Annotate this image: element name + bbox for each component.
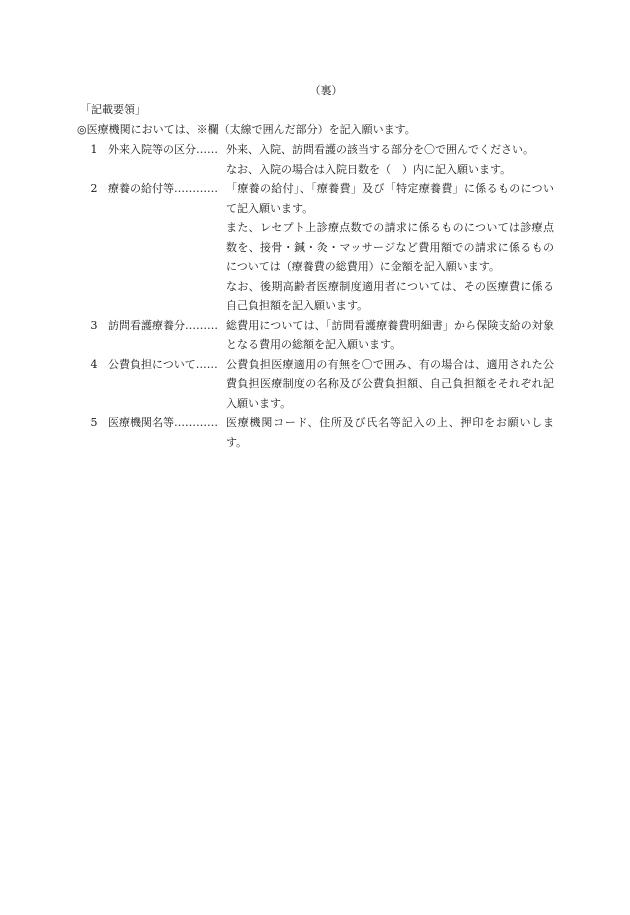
item-paragraph: なお、後期高齢者医療制度適用者については、その医療費に係る自己負担額を記入願います。: [226, 279, 554, 312]
item-body: [226, 413, 554, 452]
item-paragraph: 総費用については、「訪問看護療養費明細書」から保険支給の対象となる費用の総額を記入願います。: [226, 318, 554, 351]
item-paragraph: また、レセプト上診療点数での請求に係るものについては診療点数を、接骨・鍼・灸・マッサージなど費用額での請求に係るものについては（療養費の総費用）に金額を記入願います。: [226, 221, 554, 273]
item-paragraph: 公費負担医療適用の有無を〇で囲み、有の場合は、適用された公費負担医療制度の名称及び公費負担額、自己負担額をそれぞれ記入願います。: [226, 357, 554, 410]
item-body: [226, 140, 554, 179]
item-paragraph: 「療養の給付」、「療養費」及び「特定療養費」に係るものについて記入願います。: [226, 182, 554, 215]
item-body: [226, 355, 554, 414]
item-body: [226, 316, 554, 355]
item-label: 外来入院等の区分……: [108, 143, 218, 156]
item-label: 公費負担について……: [108, 357, 218, 371]
instruction-list: [84, 140, 554, 452]
list-item: [84, 355, 554, 414]
item-number: 4: [90, 357, 98, 371]
item-paragraph: なお、入院の場合は入院日数を（ ）内に記入願います。: [226, 162, 512, 176]
intro-text: ◎医療機関においては、※欄（太線で囲んだ部分）を記入願います。: [77, 123, 416, 136]
item-number: 2: [90, 182, 98, 195]
item-number: 3: [90, 318, 98, 332]
list-item: [84, 140, 554, 179]
section-heading: 「記載要領」: [80, 103, 146, 116]
item-label: 医療機関名等…………: [108, 416, 218, 429]
item-number: 5: [90, 416, 98, 429]
list-item: [84, 316, 554, 355]
page-side-label: （裏）: [309, 84, 343, 97]
item-paragraph: 外来、入院、訪問看護の該当する部分を〇で囲んでください。: [226, 143, 534, 156]
item-number: 1: [90, 143, 98, 156]
item-label: 療養の給付等…………: [108, 182, 218, 195]
list-item: [84, 413, 554, 452]
item-paragraph: 医療機関コード、住所及び氏名等記入の上、押印をお願いします。: [226, 416, 554, 449]
list-item: [84, 179, 554, 316]
item-body: [226, 179, 554, 316]
item-label: 訪問看護療養分………: [108, 318, 218, 332]
